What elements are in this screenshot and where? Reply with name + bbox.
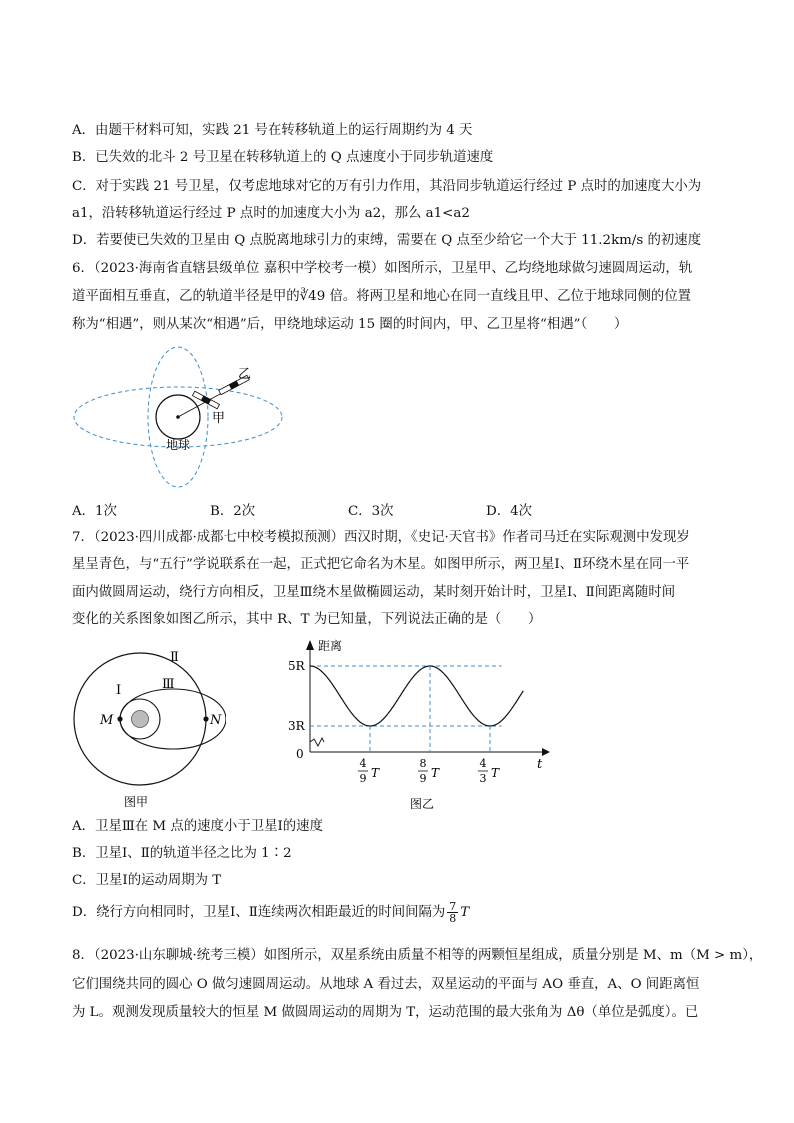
label-jia: 甲 <box>212 411 226 426</box>
x-tick-unit: T <box>431 766 440 780</box>
q7-option-d-unit: T <box>460 905 470 920</box>
q7-stem-line4: 变化的关系图象如图乙所示，其中 R、T 为已知量，下列说法正确的是（ ） <box>72 612 542 627</box>
fraction-denominator: 8 <box>449 912 457 925</box>
label-yi: 乙 <box>238 367 252 382</box>
q5-option-d: D．若要使已失效的卫星由 Q 点脱离地球引力的束缚，需要在 Q 点至少给它一个大于 11.2km/s 的初速度 <box>72 233 702 248</box>
y-tick-3r: 3R <box>288 719 305 733</box>
q7-distance-chart <box>280 634 550 812</box>
q7-option-b: B．卫星Ⅰ、Ⅱ的轨道半径之比为 1∶2 <box>72 846 292 861</box>
label-ii: Ⅱ <box>170 650 179 665</box>
q6-option-a: A．1次 <box>72 504 117 519</box>
q7-option-d-text: D．绕行方向相同时，卫星Ⅰ、Ⅱ连续两次相距最近的时间间隔为 <box>72 905 446 920</box>
q7-stem-line3: 面内做圆周运动，绕行方向相反，卫星Ⅲ绕木星做椭圆运动，某时刻开始计时，卫星Ⅰ、Ⅱ间距离随时间 <box>72 585 676 600</box>
y-axis-label: 距离 <box>318 639 343 653</box>
jupiter <box>132 711 149 728</box>
q7-option-c: C．卫星Ⅰ的运动周期为 T <box>72 873 222 888</box>
q7-option-d <box>72 900 469 926</box>
x-tick-numerator: 4 <box>359 757 367 770</box>
x-tick-denominator: 3 <box>479 772 487 785</box>
label-m: M <box>100 713 114 728</box>
q6-stem-line3: 称为“相遇”，则从某次“相遇”后，甲绕地球运动 15 圈的时间内，甲、乙卫星将“相遇”（ ） <box>72 317 628 332</box>
q6-option-b: B．2次 <box>210 504 256 519</box>
q6-option-c: C．3次 <box>348 504 394 519</box>
label-iii: Ⅲ <box>162 677 175 692</box>
q8-stem-line3: 为 L。观测发现质量较大的恒星 M 做圆周运动的周期为 T，运动范围的最大张角为 Δθ（单位是弧度）。已 <box>72 1005 699 1020</box>
q6-stem-line2: 道平面相互垂直，乙的轨道半径是甲的∛49 倍。将两卫星和地心在同一直线且甲、乙位于地球同侧的位置 <box>72 289 692 304</box>
caption-jia: 图甲 <box>124 795 149 809</box>
x-tick-unit: T <box>490 766 500 780</box>
q8-stem-line2: 它们围绕共同的圆心 O 做匀速圆周运动。从地球 A 看过去，双星运动的平面与 AO 垂直，A、O 间距离恒 <box>72 977 700 992</box>
distance-curve <box>310 666 523 726</box>
q7-option-a: A．卫星Ⅲ在 M 点的速度小于卫星Ⅰ的速度 <box>72 819 323 834</box>
label-i: Ⅰ <box>116 683 122 698</box>
x-tick-numerator: 4 <box>479 757 487 770</box>
axis-break <box>310 738 324 746</box>
y-axis-arrow <box>306 640 314 650</box>
x-tick-denominator: 9 <box>419 772 427 785</box>
label-n: N <box>210 713 222 728</box>
chart-caption: 图乙 <box>410 797 435 811</box>
q6-option-d: D．4次 <box>486 504 533 519</box>
q5-option-a: A．由题干材料可知，实践 21 号在转移轨道上的运行周期约为 4 天 <box>72 123 473 138</box>
q6-orbit-figure <box>70 344 290 494</box>
fraction-numerator: 7 <box>449 900 457 913</box>
point-m <box>117 716 122 721</box>
y-tick-0: 0 <box>296 747 304 761</box>
label-earth: 地球 <box>166 438 191 452</box>
q5-option-c-line2: a1，沿转移轨道运行经过 P 点时的加速度大小为 a2，那么 a1<a2 <box>72 206 470 221</box>
x-tick-unit: T <box>370 766 380 780</box>
point-n <box>203 716 208 721</box>
q7-stem-line2: 星呈青色，与“五行”学说联系在一起，正式把它命名为木星。如图甲所示，两卫星Ⅰ、Ⅱ环绕木星在同一平 <box>72 557 690 572</box>
y-tick-5r: 5R <box>288 659 305 673</box>
q5-option-b: B．已失效的北斗 2 号卫星在转移轨道上的 Q 点速度小于同步轨道速度 <box>72 150 494 165</box>
x-axis-label: t <box>537 757 543 772</box>
q6-stem-line1: 6．（2023·海南省直辖县级单位 嘉积中学校考一模）如图所示，卫星甲、乙均绕地球做匀速圆周运动，轨 <box>72 261 693 276</box>
q8-stem-line1: 8．（2023·山东聊城·统考三模）如图所示，双星系统由质量不相等的两颗恒星组成，质量分别是 M、m（M > m）， <box>72 948 763 963</box>
x-axis-arrow <box>542 748 550 756</box>
q7-option-d-fraction <box>447 901 458 924</box>
x-tick-denominator: 9 <box>359 772 367 785</box>
q7-stem-line1: 7．（2023·四川成都·成都七中校考模拟预测）西汉时期，《史记·天官书》作者司马迁在实际观测中发现岁 <box>72 530 690 545</box>
q5-option-c-line1: C．对于实践 21 号卫星，仅考虑地球对它的万有引力作用，其沿同步轨道运行经过 P 点时的加速度大小为 <box>72 179 702 194</box>
q7-figure-jia <box>66 640 226 812</box>
x-tick-numerator: 8 <box>419 757 427 770</box>
